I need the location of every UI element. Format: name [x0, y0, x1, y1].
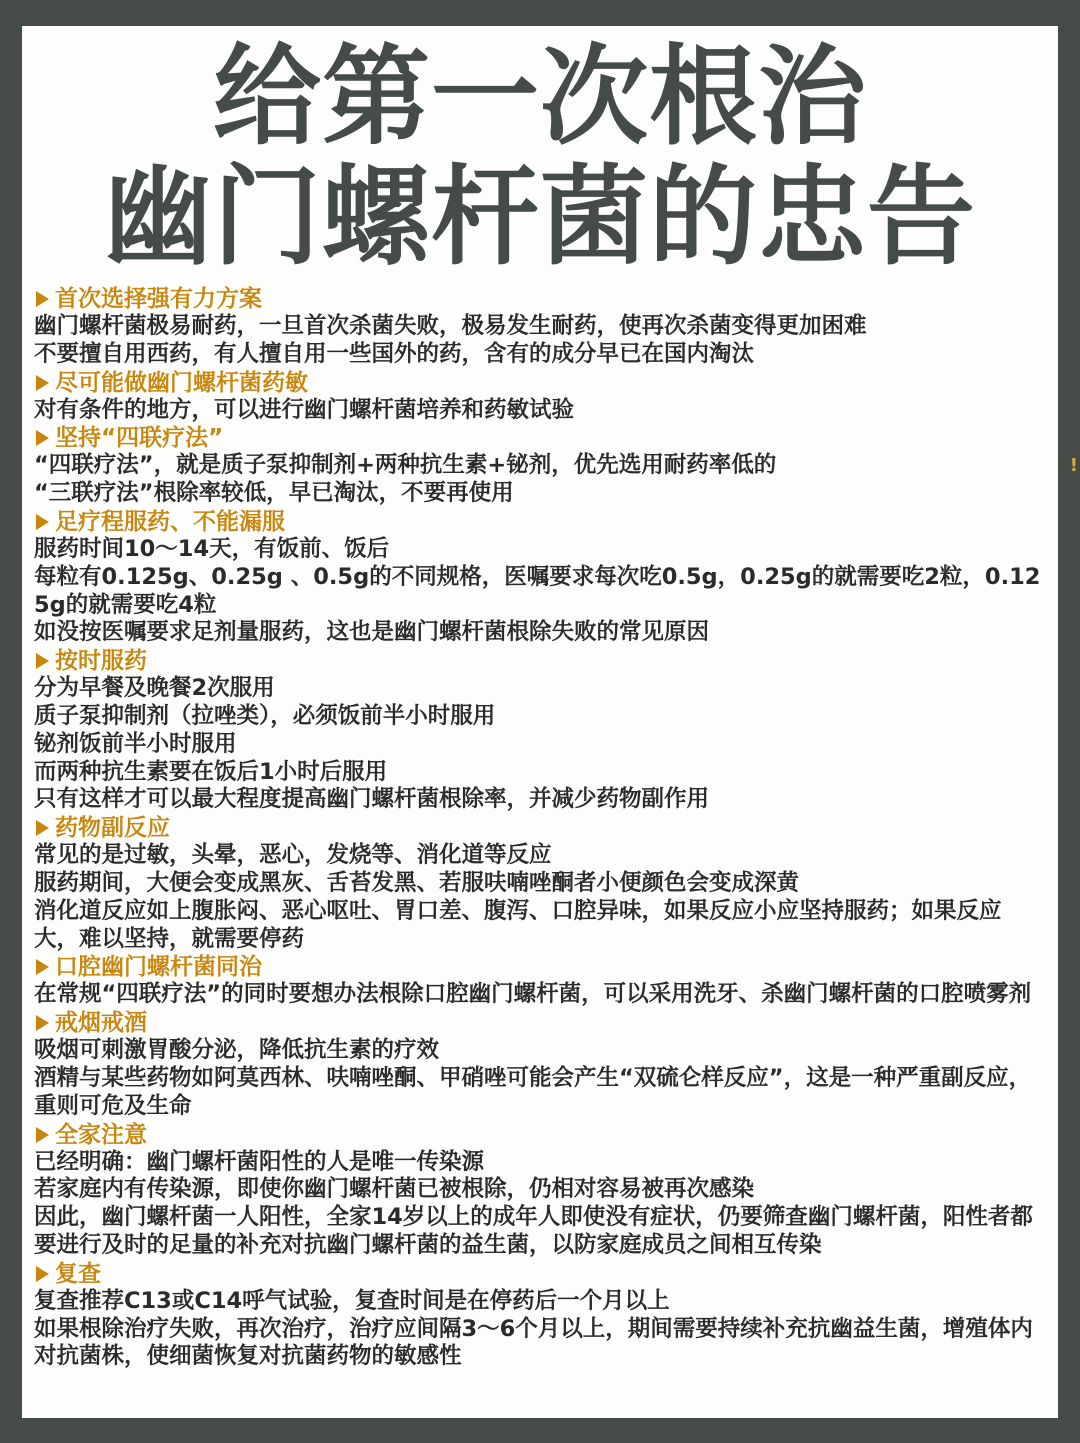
section-heading	[34, 953, 1046, 981]
section-heading	[34, 814, 1046, 842]
section	[34, 953, 1046, 1009]
triangle-bullet-icon	[36, 1266, 49, 1282]
section-heading	[34, 424, 1046, 452]
triangle-bullet-icon	[36, 959, 49, 975]
section-paragraph: 服药时间10～14天，有饭前、饭后	[34, 535, 390, 562]
section-heading-text: 全家注意	[55, 1121, 147, 1148]
article-card	[22, 26, 1058, 1418]
section-paragraph: 吸烟可刺激胃酸分泌，降低抗生素的疗效	[34, 1037, 440, 1064]
article-content	[34, 285, 1046, 1371]
section-paragraph: 服药期间，大便会变成黑灰、舌苔发黑、若服呋喃唑酮者小便颜色会变成深黄	[34, 869, 800, 896]
section-heading-text: 首次选择强有力方案	[55, 286, 262, 312]
triangle-bullet-icon	[36, 820, 49, 836]
section-paragraph: 每粒有0.125g、0.25g 、0.5g的不同规格，医嘱要求每次吃0.5g，0.25g的就需要吃2粒，0.125g的就需要吃4粒	[34, 563, 1041, 618]
section-paragraph: 若家庭内有传染源，即使你幽门螺杆菌已被根除，仍相对容易被再次感染	[34, 1176, 755, 1203]
section-heading-text: 按时服药	[55, 648, 147, 675]
section-heading	[34, 508, 1046, 536]
section-heading-text: 足疗程服药、不能漏服	[55, 508, 285, 535]
triangle-bullet-icon	[36, 653, 49, 669]
section-paragraph: 消化道反应如上腹胀闷、恶心呕吐、胃口差、腹泻、口腔异味，如果反应小应坚持服药；如果反应大，难以坚持，就需要停药	[34, 897, 1002, 952]
section	[34, 814, 1046, 953]
section-heading-text: 药物副反应	[55, 815, 170, 842]
section-heading	[34, 1121, 1046, 1149]
section-paragraph: “四联疗法”，就是质子泵抑制剂+两种抗生素+铋剂，优先选用耐药率低的	[34, 452, 777, 479]
section-heading	[34, 369, 1046, 397]
section-paragraph: 如果根除治疗失败，再次治疗，治疗应间隔3～6个月以上，期间需要持续补充抗幽益生菌，增殖体内对抗菌株，使细菌恢复对抗菌药物的敏感性	[34, 1315, 1033, 1370]
section-paragraph: 对有条件的地方，可以进行幽门螺杆菌培养和药敏试验	[34, 396, 575, 423]
section-paragraph: 不要擅自用西药，有人擅自用一些国外的药，含有的成分早已在国内淘汰	[34, 340, 755, 367]
triangle-bullet-icon	[36, 514, 49, 530]
section-paragraph: 而两种抗生素要在饭后1小时后服用	[34, 758, 388, 785]
section-heading	[34, 285, 1046, 313]
section-paragraph: 常见的是过敏，头晕，恶心，发烧等、消化道等反应	[34, 842, 552, 869]
triangle-bullet-icon	[36, 375, 49, 391]
section-paragraph: 在常规“四联疗法”的同时要想办法根除口腔幽门螺杆菌，可以采用洗牙、杀幽门螺杆菌的口腔喷雾剂	[34, 981, 1032, 1008]
section-paragraph: 只有这样才可以最大程度提高幽门螺杆菌根除率，并减少药物副作用	[34, 786, 710, 813]
edge-mark: !	[1069, 455, 1078, 476]
section-paragraph: 如没按医嘱要求足剂量服药，这也是幽门螺杆菌根除失败的常见原因	[34, 619, 710, 646]
section-heading-text: 复查	[55, 1260, 101, 1287]
section-paragraph: 铋剂饭前半小时服用	[34, 730, 237, 757]
section-paragraph: 已经明确：幽门螺杆菌阳性的人是唯一传染源	[34, 1148, 485, 1175]
section-heading-text: 戒烟戒酒	[55, 1010, 147, 1037]
section	[34, 1009, 1046, 1120]
section	[34, 424, 1046, 508]
section	[34, 508, 1046, 647]
triangle-bullet-icon	[36, 291, 49, 307]
section-heading	[34, 1260, 1046, 1288]
section-paragraph: 幽门螺杆菌极易耐药，一旦首次杀菌失败，极易发生耐药，使再次杀菌变得更加困难	[34, 313, 867, 339]
section-heading-text: 尽可能做幽门螺杆菌药敏	[55, 369, 308, 396]
section-paragraph: 质子泵抑制剂（拉唑类），必须饭前半小时服用	[34, 702, 496, 729]
triangle-bullet-icon	[36, 1127, 49, 1143]
section-paragraph: 酒精与某些药物如阿莫西林、呋喃唑酮、甲硝唑可能会产生“双硫仑样反应”，这是一种严重副反应，重则可危及生命	[34, 1064, 1032, 1119]
section-heading	[34, 1009, 1046, 1037]
page-title	[34, 26, 1046, 278]
title-line-2: 幽门螺杆菌的忠告	[103, 155, 976, 280]
triangle-bullet-icon	[36, 430, 49, 446]
section-paragraph: 复查推荐C13或C14呼气试验，复查时间是在停药后一个月以上	[34, 1287, 670, 1314]
triangle-bullet-icon	[36, 1015, 49, 1031]
section-paragraph: 分为早餐及晚餐2次服用	[34, 675, 275, 702]
section	[34, 1260, 1046, 1371]
section	[34, 285, 1046, 369]
section	[34, 647, 1046, 814]
section-heading-text: 口腔幽门螺杆菌同治	[55, 954, 262, 981]
section-heading-text: 坚持“四联疗法”	[55, 425, 224, 452]
section-paragraph: 因此，幽门螺杆菌一人阳性，全家14岁以上的成年人即使没有症状，仍要筛查幽门螺杆菌，阳性者都要进行及时的足量的补充对抗幽门螺杆菌的益生菌，以防家庭成员之间相互传染	[34, 1204, 1033, 1258]
section	[34, 369, 1046, 425]
section-paragraph: “三联疗法”根除率较低，早已淘汰，不要再使用	[34, 480, 514, 507]
section	[34, 1121, 1046, 1260]
section-heading	[34, 647, 1046, 675]
title-line-1: 给第一次根治	[212, 35, 867, 160]
